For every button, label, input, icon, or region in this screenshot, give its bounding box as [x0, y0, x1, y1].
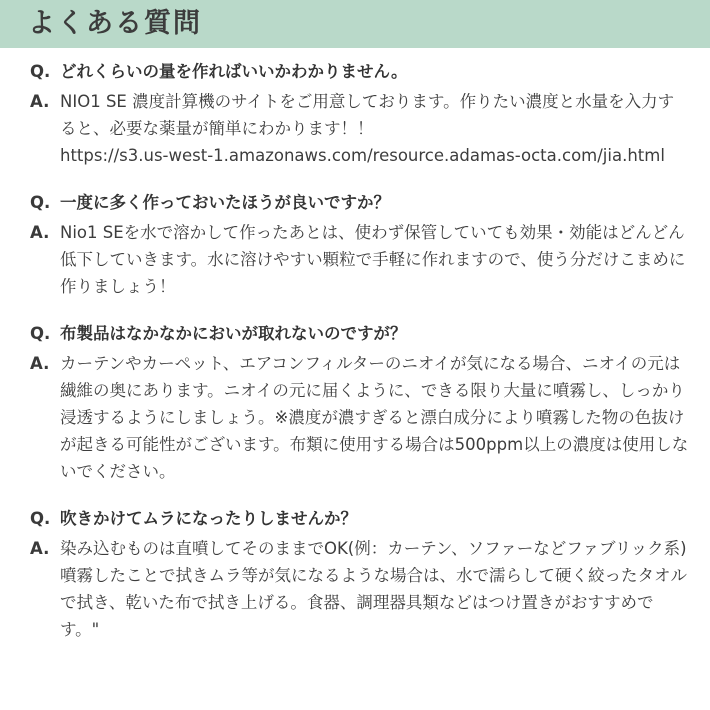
question-row	[30, 505, 690, 532]
question-row	[30, 189, 690, 216]
question-text: 吹きかけてムラになったりしませんか？	[60, 509, 357, 528]
question-marker: Q.	[30, 193, 51, 212]
answer-text: カーテンやカーペット、エアコンフィルターのニオイが気になる場合、ニオイの元は繊維の奥にあります。ニオイの元に届くように、できる限り大量に噴霧し、しっかり浸透するようにしましょう。※濃度が濃すぎると漂白成分により噴霧した物の色抜けが起きる可能性がございます。布類に使用する場合は500ppm以上の濃度は使用しないでください。	[60, 354, 689, 481]
question-marker: Q.	[30, 324, 51, 343]
answer-text: 染み込むものは直噴してそのままでOK(例：カーテン、ソファーなどファブリック系)噴霧したことで拭きムラ等が気になるような場合は、水で濡らして硬く絞ったタオルで拭き、乾いた布で拭き上げる。食器、調理器具類などはつけ置きがおすすめです。"	[60, 539, 687, 639]
answer-text: Nio1 SEを水で溶かして作ったあとは、使わず保管していても効果・効能はどんどん低下していきます。水に溶けやすい顆粒で手軽に作れますので、使う分だけこまめに作りましょう！	[60, 223, 686, 296]
faq-list	[30, 58, 690, 663]
question-marker: Q.	[30, 62, 51, 81]
answer-row	[30, 350, 690, 485]
calculator-link[interactable]: https://s3.us-west-1.amazonaws.com/resource.adamas-octa.com/jia.html	[60, 146, 665, 165]
faq-item	[30, 320, 690, 485]
answer-row	[30, 535, 690, 643]
question-row	[30, 58, 690, 85]
header-band	[0, 0, 710, 48]
question-text: どれくらいの量を作ればいいかわかりません。	[60, 62, 408, 81]
question-text: 布製品はなかなかにおいが取れないのですが？	[60, 324, 407, 343]
page-title: よくある質問	[28, 8, 202, 39]
answer-marker: A.	[30, 539, 50, 558]
question-text: 一度に多く作っておいたほうが良いですか？	[60, 193, 390, 212]
faq-item	[30, 505, 690, 643]
answer-text: NIO1 SE 濃度計算機のサイトをご用意しております。作りたい濃度と水量を入力すると、必要な薬量が簡単にわかります！！	[60, 92, 675, 138]
question-marker: Q.	[30, 509, 51, 528]
answer-marker: A.	[30, 223, 50, 242]
answer-row	[30, 219, 690, 300]
question-row	[30, 320, 690, 347]
answer-marker: A.	[30, 354, 50, 373]
answer-row	[30, 88, 690, 169]
answer-marker: A.	[30, 92, 50, 111]
faq-item	[30, 58, 690, 169]
answer-body	[60, 88, 690, 169]
faq-item	[30, 189, 690, 300]
